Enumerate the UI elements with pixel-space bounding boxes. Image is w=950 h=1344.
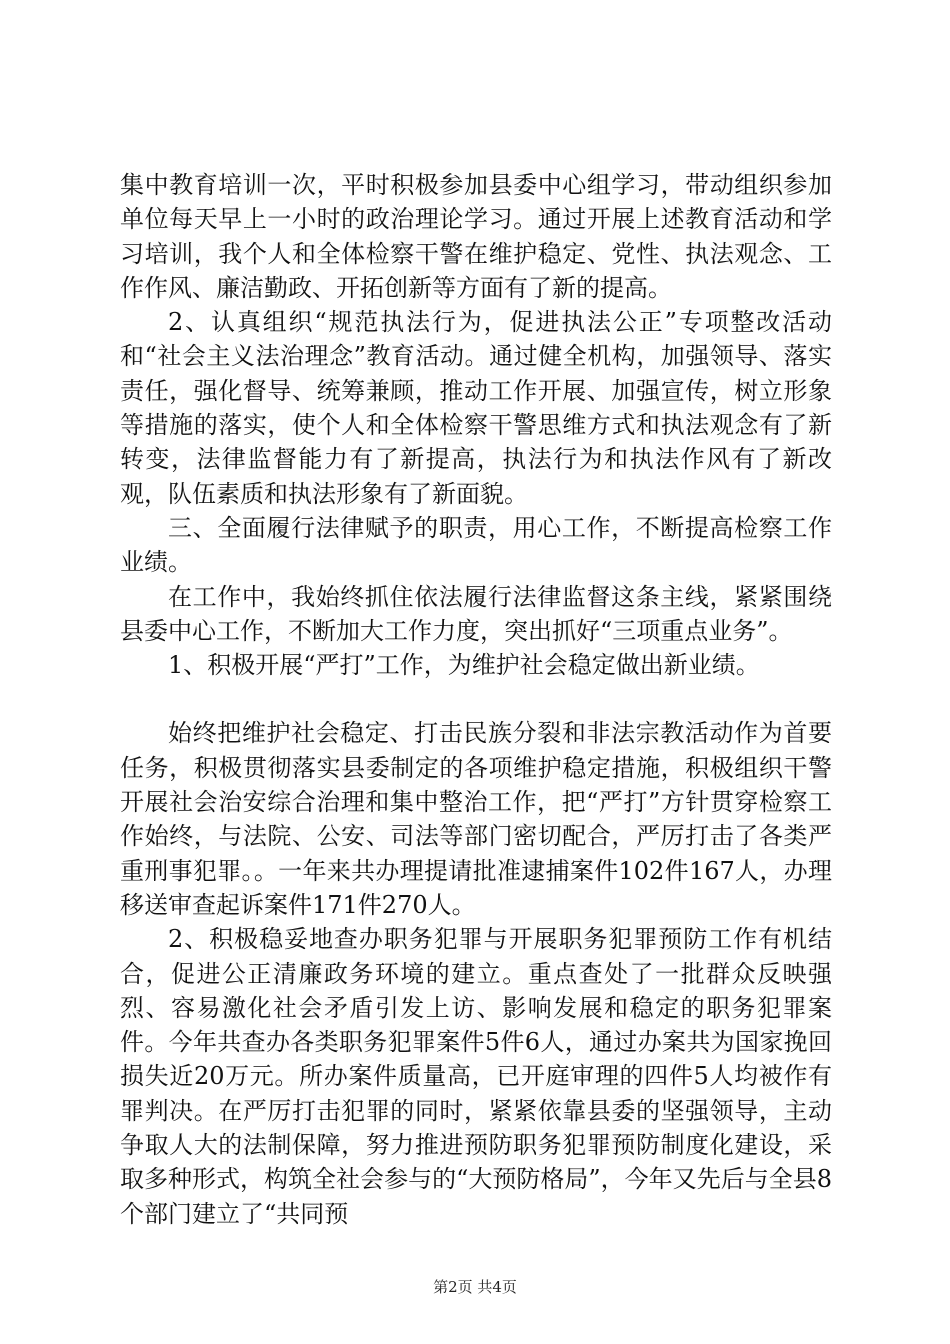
paragraph-item-2-duty-crime: 2、积极稳妥地查办职务犯罪与开展职务犯罪预防工作有机结合，促进公正清廉政务环境的建立。重点查处了一批群众反映强烈、容易激化社会矛盾引发上访、影响发展和稳定的职务犯罪案件。今年共查办各类职务犯罪案件5件6人，通过办案共为国家挽回损失近20万元。所办案件质量高，已开庭审理的四件5人均被作有罪判决。在严厉打击犯罪的同时，紧紧依靠县委的坚强领导，主动争取人大的法制保障，努力推进预防职务犯罪预防制度化建设，采取多种形式，构筑全社会参与的“大预防格局”，今年又先后与全县8个部门建立了“共同预 (120, 925, 832, 1228)
page-footer: 第2页 共4页 (433, 1278, 517, 1296)
blank-line (120, 682, 832, 716)
paragraph-stability: 始终把维护社会稳定、打击民族分裂和非法宗教活动作为首要任务，积极贯彻落实县委制定的各项维护稳定措施，积极组织干警开展社会治安综合治理和集中整治工作，把“严打”方针贯穿检察工作始终，与法院、公安、司法等部门密切配合，严厉打击了各类严重刑事犯罪。。一年来共办理提请批准逮捕案件102件167人，办理移送审查起诉案件171件270人。 (120, 719, 832, 919)
paragraph-work-intro: 在工作中，我始终抓住依法履行法律监督这条主线，紧紧围绕县委中心工作，不断加大工作力度，突出抓好“三项重点业务”。 (120, 582, 832, 645)
paragraph-continuation: 集中教育培训一次，平时积极参加县委中心组学习，带动组织参加单位每天早上一小时的政治理论学习。通过开展上述教育活动和学习培训，我个人和全体检察干警在维护稳定、党性、执法观念、工作作风、廉洁勤政、开拓创新等方面有了新的提高。 (120, 171, 832, 302)
document-body (120, 168, 832, 1231)
section-heading-three: 三、全面履行法律赋予的职责，用心工作，不断提高检察工作业绩。 (120, 513, 832, 577)
paragraph-item-1-strike-hard: 1、积极开展“严打”工作，为维护社会稳定做出新业绩。 (168, 651, 760, 680)
paragraph-item-2-rectification: 2、认真组织“规范执法行为，促进执法公正”专项整改活动和“社会主义法治理念”教育活动。通过健全机构，加强领导、落实责任，强化督导、统筹兼顾，推动工作开展、加强宣传，树立形象等措施的落实，使个人和全体检察干警思维方式和执法观念有了新转变，法律监督能力有了新提高，执法行为和执法作风有了新改观，队伍素质和执法形象有了新面貌。 (120, 308, 832, 508)
